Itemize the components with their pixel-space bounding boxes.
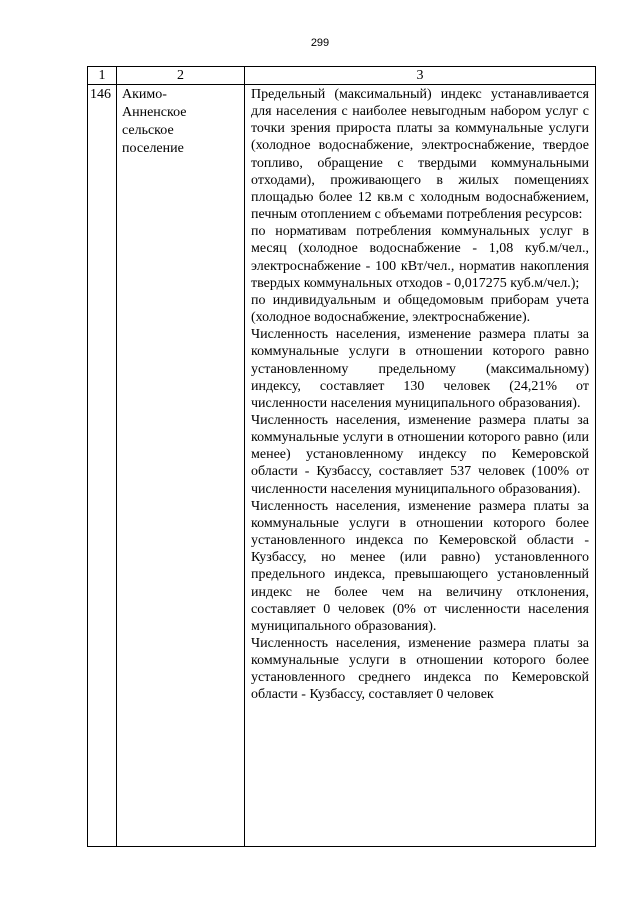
description-paragraph: Численность населения, изменение размера платы за коммунальные услуги в отношении которого равно (или менее) установленному индексу по Кемеровской области - Кузбассу, составляет 537 человек (100% от численности населения муниципального образования).	[251, 412, 589, 497]
page-number: 299	[310, 37, 330, 49]
row-number: 146	[88, 85, 117, 847]
municipality-name-line: сельское	[122, 123, 174, 138]
table-row	[88, 85, 596, 847]
column-header-3: 3	[245, 67, 596, 85]
municipality-name-line: поселение	[122, 141, 184, 156]
description-paragraph: Предельный (максимальный) индекс устанавливается для населения с наиболее невыгодным набором услуг с точки зрения прироста платы за коммунальные услуги (холодное водоснабжение, электроснабжение, твердое топливо, обращение с твердыми коммунальными отходами), проживающего в жилых помещениях площадью более 12 кв.м с холодным водоснабжением, печным отоплением с объемами потребления ресурсов:	[251, 87, 589, 223]
description-paragraph: по нормативам потребления коммунальных услуг в месяц (холодное водоснабжение - 1,08 куб.м/чел., электроснабжение - 100 кВт/чел., норматив накопления твердых коммунальных отходов - 0,017275 куб.м/чел.);	[251, 224, 589, 291]
description-paragraph: Численность населения, изменение размера платы за коммунальные услуги в отношении которого более установленного индекса по Кемеровской области - Кузбассу, но менее (или равно) установленного предельного индекса, превышающего установленный индекс не более чем на величину отклонения, составляет 0 человек (0% от численности населения муниципального образования).	[251, 498, 589, 634]
index-description	[245, 85, 596, 847]
description-paragraph: по индивидуальным и общедомовым приборам учета (холодное водоснабжение, электроснабжение).	[251, 292, 589, 326]
tariff-index-table	[87, 66, 596, 847]
column-header-1: 1	[88, 67, 117, 85]
description-paragraph: Численность населения, изменение размера платы за коммунальные услуги в отношении которого более установленного среднего индекса по Кемеровской области - Кузбассу, составляет 0 человек	[251, 636, 589, 703]
municipality-name	[117, 85, 245, 847]
column-header-2: 2	[117, 67, 245, 85]
municipality-name-line: Акимо-	[122, 87, 167, 102]
description-paragraph: Численность населения, изменение размера платы за коммунальные услуги в отношении которого равно установленному предельному (максимальному) индексу, составляет 130 человек (24,21% от численности населения муниципального образования).	[251, 327, 589, 411]
table-header-row	[88, 67, 596, 85]
municipality-name-line: Анненское	[122, 105, 187, 120]
